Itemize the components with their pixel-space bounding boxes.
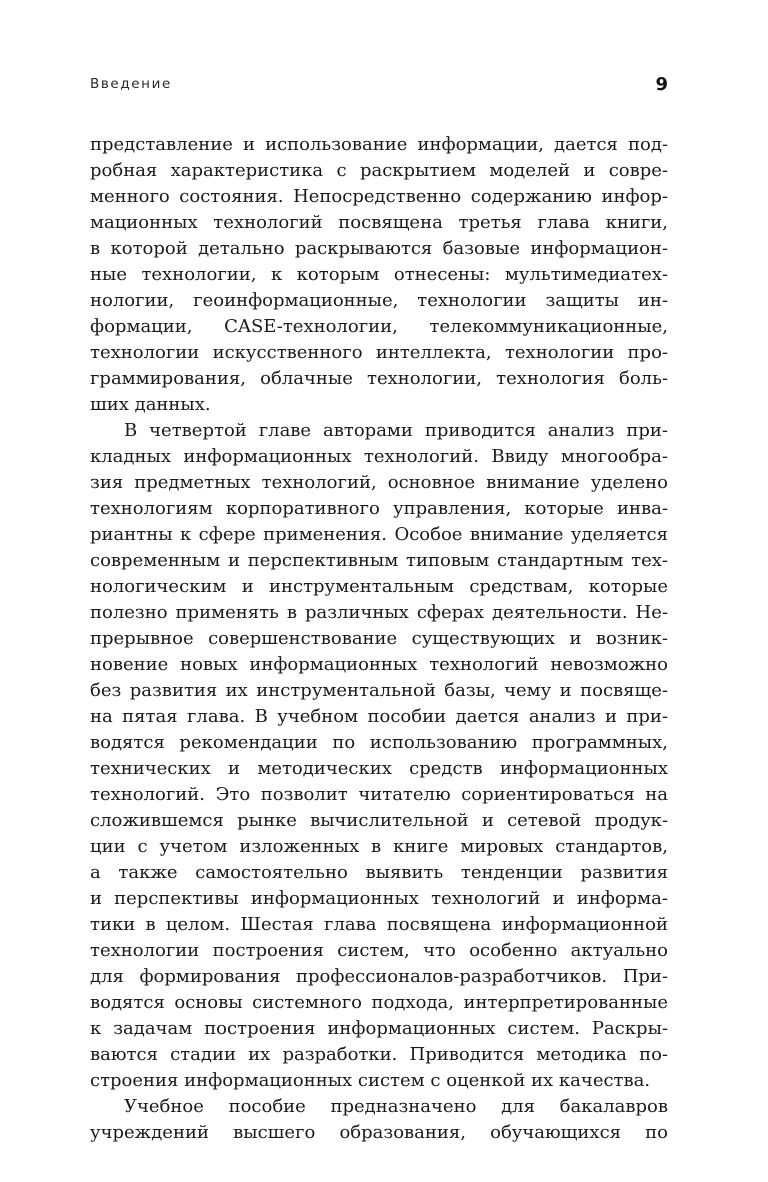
paragraph <box>90 132 668 418</box>
text-line: В четвертой главе авторами приводится анализ при- <box>124 420 668 441</box>
text-line: и перспективы информационных технологий и информа- <box>90 888 668 909</box>
page-number: 9 <box>655 74 668 95</box>
text-line: к задачам построения информационных систем. Раскры- <box>90 1018 668 1039</box>
text-line: технологии искусственного интеллекта, технологии про- <box>90 342 668 363</box>
text-line: ваются стадии их разработки. Приводится методика по- <box>90 1044 668 1065</box>
text-line: в которой детально раскрываются базовые информацион- <box>90 238 668 259</box>
text-line: технологий. Это позволит читателю сориентироваться на <box>90 784 668 805</box>
running-head: Введение <box>90 76 172 92</box>
text-line: нологии, геоинформационные, технологии защиты ин- <box>90 290 668 311</box>
text-line: водятся основы системного подхода, интерпретированные <box>90 992 668 1013</box>
text-line: учреждений высшего образования, обучающихся по <box>90 1122 668 1143</box>
text-line: технических и методических средств информационных <box>90 758 668 779</box>
text-line: строения информационных систем с оценкой их качества. <box>90 1070 651 1091</box>
text-line: Учебное пособие предназначено для бакалавров <box>124 1096 668 1117</box>
text-line: прерывное совершенствование существующих и возник- <box>90 628 668 649</box>
text-line: ции с учетом изложенных в книге мировых стандартов, <box>90 836 668 857</box>
text-line: сложившемся рынке вычислительной и сетевой продук- <box>90 810 668 831</box>
text-line: представление и использование информации, дается под- <box>90 134 668 155</box>
text-line: новение новых информационных технологий невозможно <box>90 654 668 675</box>
text-line: ные технологии, к которым отнесены: мультимедиатех- <box>90 264 668 285</box>
text-line: современным и перспективным типовым стандартным тех- <box>90 550 668 571</box>
body-text <box>90 132 668 1146</box>
text-line: а также самостоятельно выявить тенденции развития <box>90 862 668 883</box>
text-line: граммирования, облачные технологии, технология боль- <box>90 368 668 389</box>
paragraph <box>90 1094 668 1146</box>
text-line: робная характеристика с раскрытием моделей и совре- <box>90 160 668 181</box>
text-line: кладных информационных технологий. Ввиду многообра- <box>90 446 668 467</box>
text-line: полезно применять в различных сферах деятельности. Не- <box>90 602 668 623</box>
text-line: зия предметных технологий, основное внимание уделено <box>90 472 668 493</box>
text-line: технологиям корпоративного управления, которые инва- <box>90 498 668 519</box>
text-line: менного состояния. Непосредственно содержанию инфор- <box>90 186 668 207</box>
text-line: мационных технологий посвящена третья глава книги, <box>90 212 668 233</box>
text-line: технологии построения систем, что особенно актуально <box>90 940 668 961</box>
page-header <box>90 74 668 98</box>
text-line: для формирования профессионалов-разработчиков. При- <box>90 966 668 987</box>
text-line: риантны к сфере применения. Особое внимание уделяется <box>90 524 668 545</box>
text-line: тики в целом. Шестая глава посвящена информационной <box>90 914 668 935</box>
paragraph <box>90 418 668 1094</box>
text-line: на пятая глава. В учебном пособии дается анализ и при- <box>90 706 668 727</box>
text-line: без развития их инструментальной базы, чему и посвяще- <box>90 680 668 701</box>
text-line: водятся рекомендации по использованию программных, <box>90 732 668 753</box>
text-line: нологическим и инструментальным средствам, которые <box>90 576 668 597</box>
text-line: формации, CASE-технологии, телекоммуникационные, <box>90 316 668 337</box>
text-line: ших данных. <box>90 394 211 415</box>
